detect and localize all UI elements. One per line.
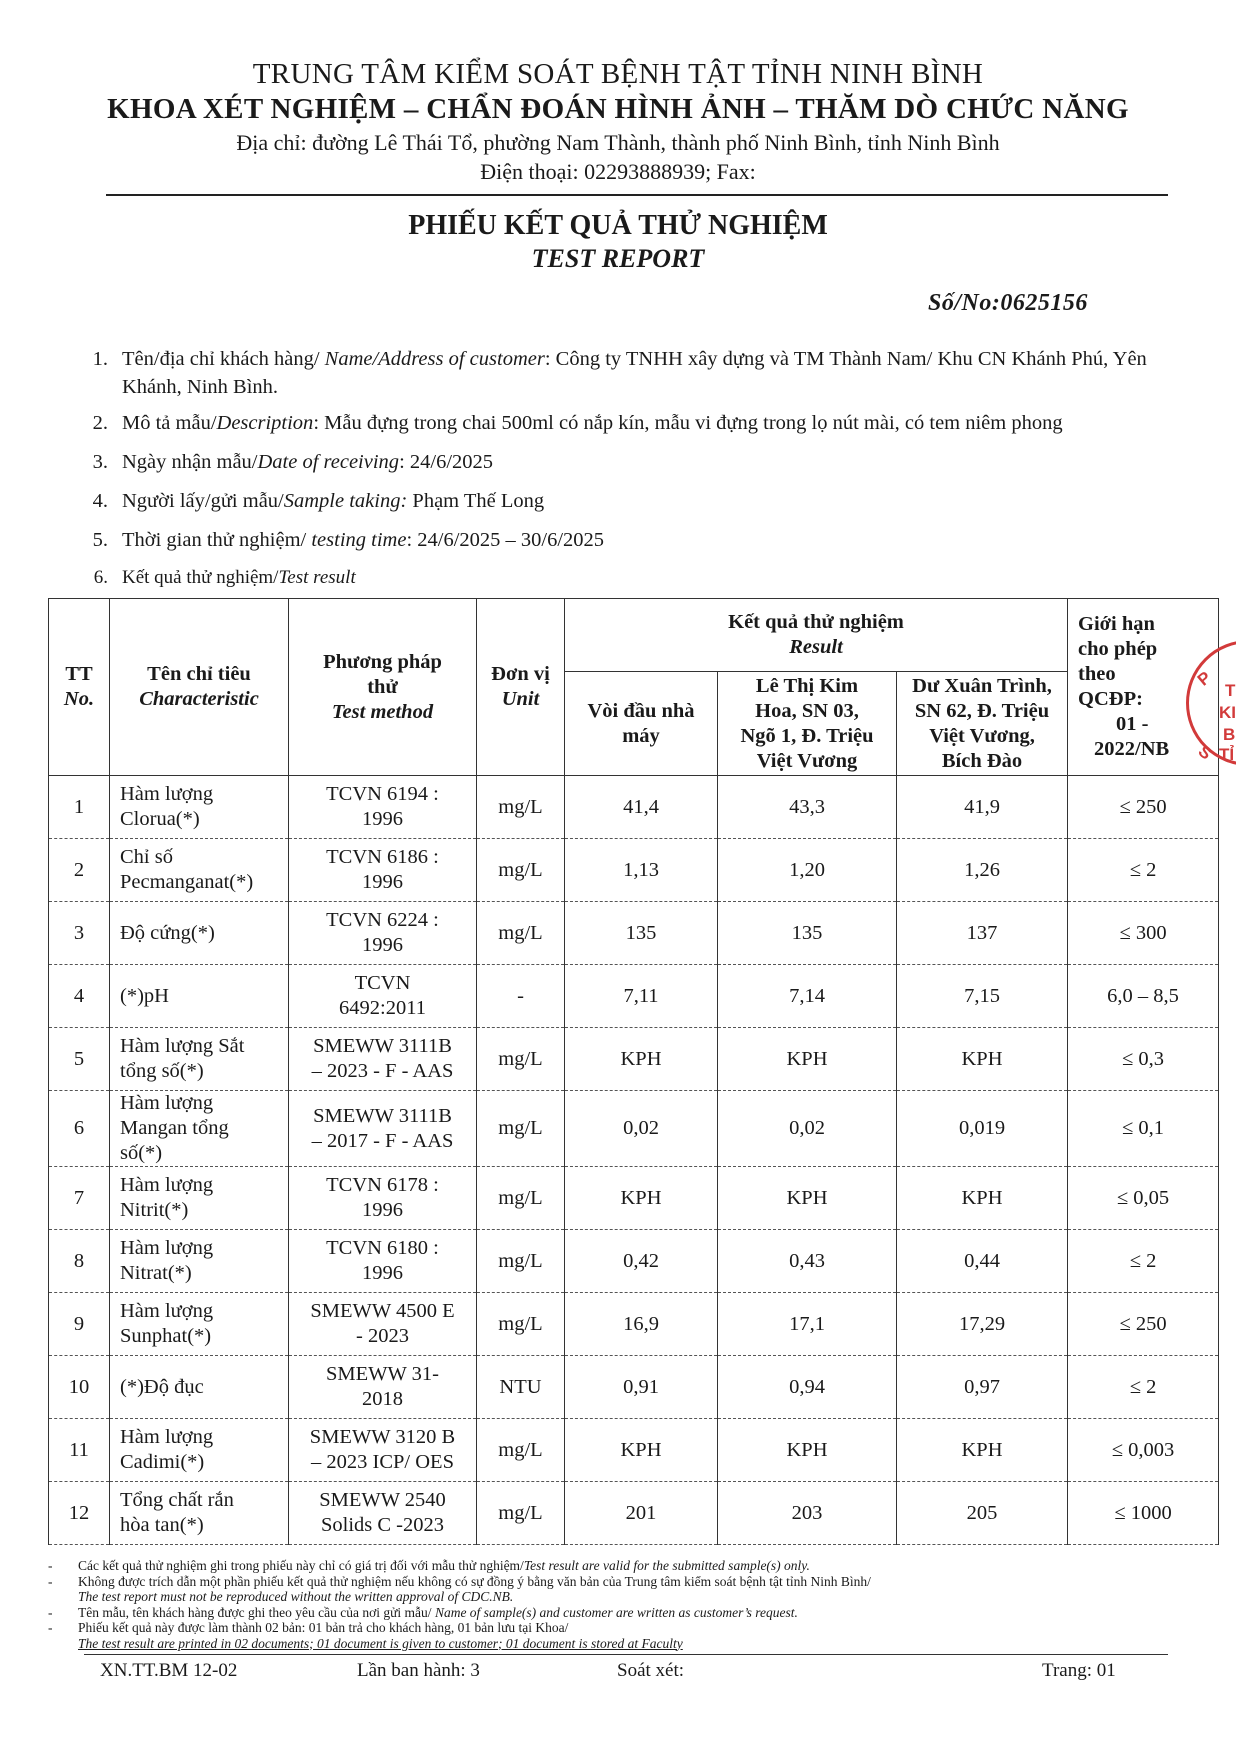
note-3: - Tên mẫu, tên khách hàng được ghi theo yêu cầu của nơi gửi mẫu/ Name of sample(s) and customer are written as customer’s request. xyxy=(48,1604,798,1620)
header-no: TT No. xyxy=(49,599,110,776)
notes: - Các kết quả thử nghiệm ghi trong phiếu này chỉ có giá trị đối với mẫu thử nghiệm/Test result are valid for the submitted sample(s) only. - Không được trích dẫn một phần phiếu kết quả thử nghiệm nếu không có sự đồng ý bằng văn bản của Trung tâm kiểm soát bệnh tật tỉnh Ninh Bình/ The test report must not be reproduced without the written approval of CDC.NB. - Tên mẫu, tên khách hàng được ghi theo yêu cầu của nơi gửi mẫu/ Name of sample(s) and customer are written as customer’s request. - Phiếu kết quả này được làm thành 02 bản: 01 bản trả cho khách hàng, 01 bản lưu tại Khoa/ The test result are printed in 02 documents; 01 document is given to customer; 01 document is stored at Faculty xyxy=(48,1558,1208,1651)
table-row: 7 Hàm lượng Nitrit(*) TCVN 6178 : 1996 mg/L KPH KPH KPH ≤ 0,05 xyxy=(49,1167,1219,1230)
table-row: 9 Hàm lượng Sunphat(*) SMEWW 4500 E - 2023 mg/L 16,9 17,1 17,29 ≤ 250 xyxy=(49,1293,1219,1356)
edition: Lần ban hành: 3 xyxy=(357,1660,480,1681)
header-divider xyxy=(106,194,1168,196)
header-limit: Giới hạn cho phép theo QCĐP: 01 - 2022/NB xyxy=(1068,599,1219,776)
table-row: 5 Hàm lượng Sắt tổng số(*) SMEWW 3111B – 2023 - F - AAS mg/L KPH KPH KPH ≤ 0,3 xyxy=(49,1028,1219,1091)
form-code: XN.TT.BM 12-02 xyxy=(100,1660,238,1681)
org-name: TRUNG TÂM KIỂM SOÁT BỆNH TẬT TỈNH NINH BÌNH xyxy=(252,58,984,90)
report-title-en: TEST REPORT xyxy=(531,244,705,273)
header-sample-3: Dư Xuân Trình, SN 62, Đ. Triệu Việt Vương, Bích Đào xyxy=(897,672,1068,776)
department-name: KHOA XÉT NGHIỆM – CHẨN ĐOÁN HÌNH ẢNH – THĂM DÒ CHỨC NĂNG xyxy=(107,93,1129,125)
header-characteristic: Tên chỉ tiêu Characteristic xyxy=(110,599,289,776)
table-row: 11 Hàm lượng Cadimi(*) SMEWW 3120 B – 2023 ICP/ OES mg/L KPH KPH KPH ≤ 0,003 xyxy=(49,1419,1219,1482)
footer-divider xyxy=(84,1654,1168,1655)
table-row: 3 Độ cứng(*) TCVN 6224 : 1996 mg/L 135 135 137 ≤ 300 xyxy=(49,902,1219,965)
review: Soát xét: xyxy=(617,1660,685,1681)
table-row: 10 (*)Độ đục SMEWW 31- 2018 NTU 0,91 0,94 0,97 ≤ 2 xyxy=(49,1356,1219,1419)
note-2: - Không được trích dẫn một phần phiếu kết quả thử nghiệm nếu không có sự đồng ý bằng văn bản của Trung tâm kiểm soát bệnh tật tỉnh Ninh Bình/ xyxy=(48,1573,871,1589)
phone-fax: Điện thoại: 02293888939; Fax: xyxy=(480,159,756,184)
results-table xyxy=(48,598,1219,1545)
official-stamp: T KI B TỈ P S xyxy=(1186,640,1236,766)
address: Địa chỉ: đường Lê Thái Tổ, phường Nam Thành, thành phố Ninh Bình, tỉnh Ninh Bình xyxy=(236,130,1000,155)
table-row: 2 Chỉ số Pecmanganat(*) TCVN 6186 : 1996 mg/L 1,13 1,20 1,26 ≤ 2 xyxy=(49,839,1219,902)
table-row: 4 (*)pH TCVN 6492:2011 - 7,11 7,14 7,15 6,0 – 8,5 xyxy=(49,965,1219,1028)
table-row: 12 Tổng chất rắn hòa tan(*) SMEWW 2540 Solids C -2023 mg/L 201 203 205 ≤ 1000 xyxy=(49,1482,1219,1545)
page-number: Trang: 01 xyxy=(1042,1660,1116,1681)
report-number: Số/No:0625156 xyxy=(928,290,1088,316)
note-4: - Phiếu kết quả này được làm thành 02 bản: 01 bản trả cho khách hàng, 01 bản lưu tại Khoa/ xyxy=(48,1620,569,1635)
header-unit: Đơn vị Unit xyxy=(477,599,565,776)
header-sample-1: Vòi đầu nhà máy xyxy=(565,672,718,776)
table-row: 8 Hàm lượng Nitrat(*) TCVN 6180 : 1996 mg/L 0,42 0,43 0,44 ≤ 2 xyxy=(49,1230,1219,1293)
note-1: - Các kết quả thử nghiệm ghi trong phiếu này chỉ có giá trị đối với mẫu thử nghiệm/Test result are valid for the submitted sample(s) only. xyxy=(48,1558,810,1573)
table-row: 6 Hàm lượng Mangan tổng số(*) SMEWW 3111B – 2017 - F - AAS mg/L 0,02 0,02 0,019 ≤ 0,1 xyxy=(49,1091,1219,1167)
header-result: Kết quả thử nghiệm Result xyxy=(565,599,1068,672)
report-title: PHIẾU KẾT QUẢ THỬ NGHIỆM xyxy=(408,210,828,241)
table-row: 1 Hàm lượng Clorua(*) TCVN 6194 : 1996 mg/L 41,4 43,3 41,9 ≤ 250 xyxy=(49,776,1219,839)
header-test-method: Phương pháp thử Test method xyxy=(289,599,477,776)
header-sample-2: Lê Thị Kim Hoa, SN 03, Ngõ 1, Đ. Triệu Việt Vương xyxy=(718,672,897,776)
info-item-customer: 1. Tên/địa chỉ khách hàng/ Name/Address of customer: Công ty TNHH xây dựng và TM Thành Nam/ Khu CN Khánh Phú, Yên Khánh, Ninh Bình. xyxy=(92,348,1147,398)
